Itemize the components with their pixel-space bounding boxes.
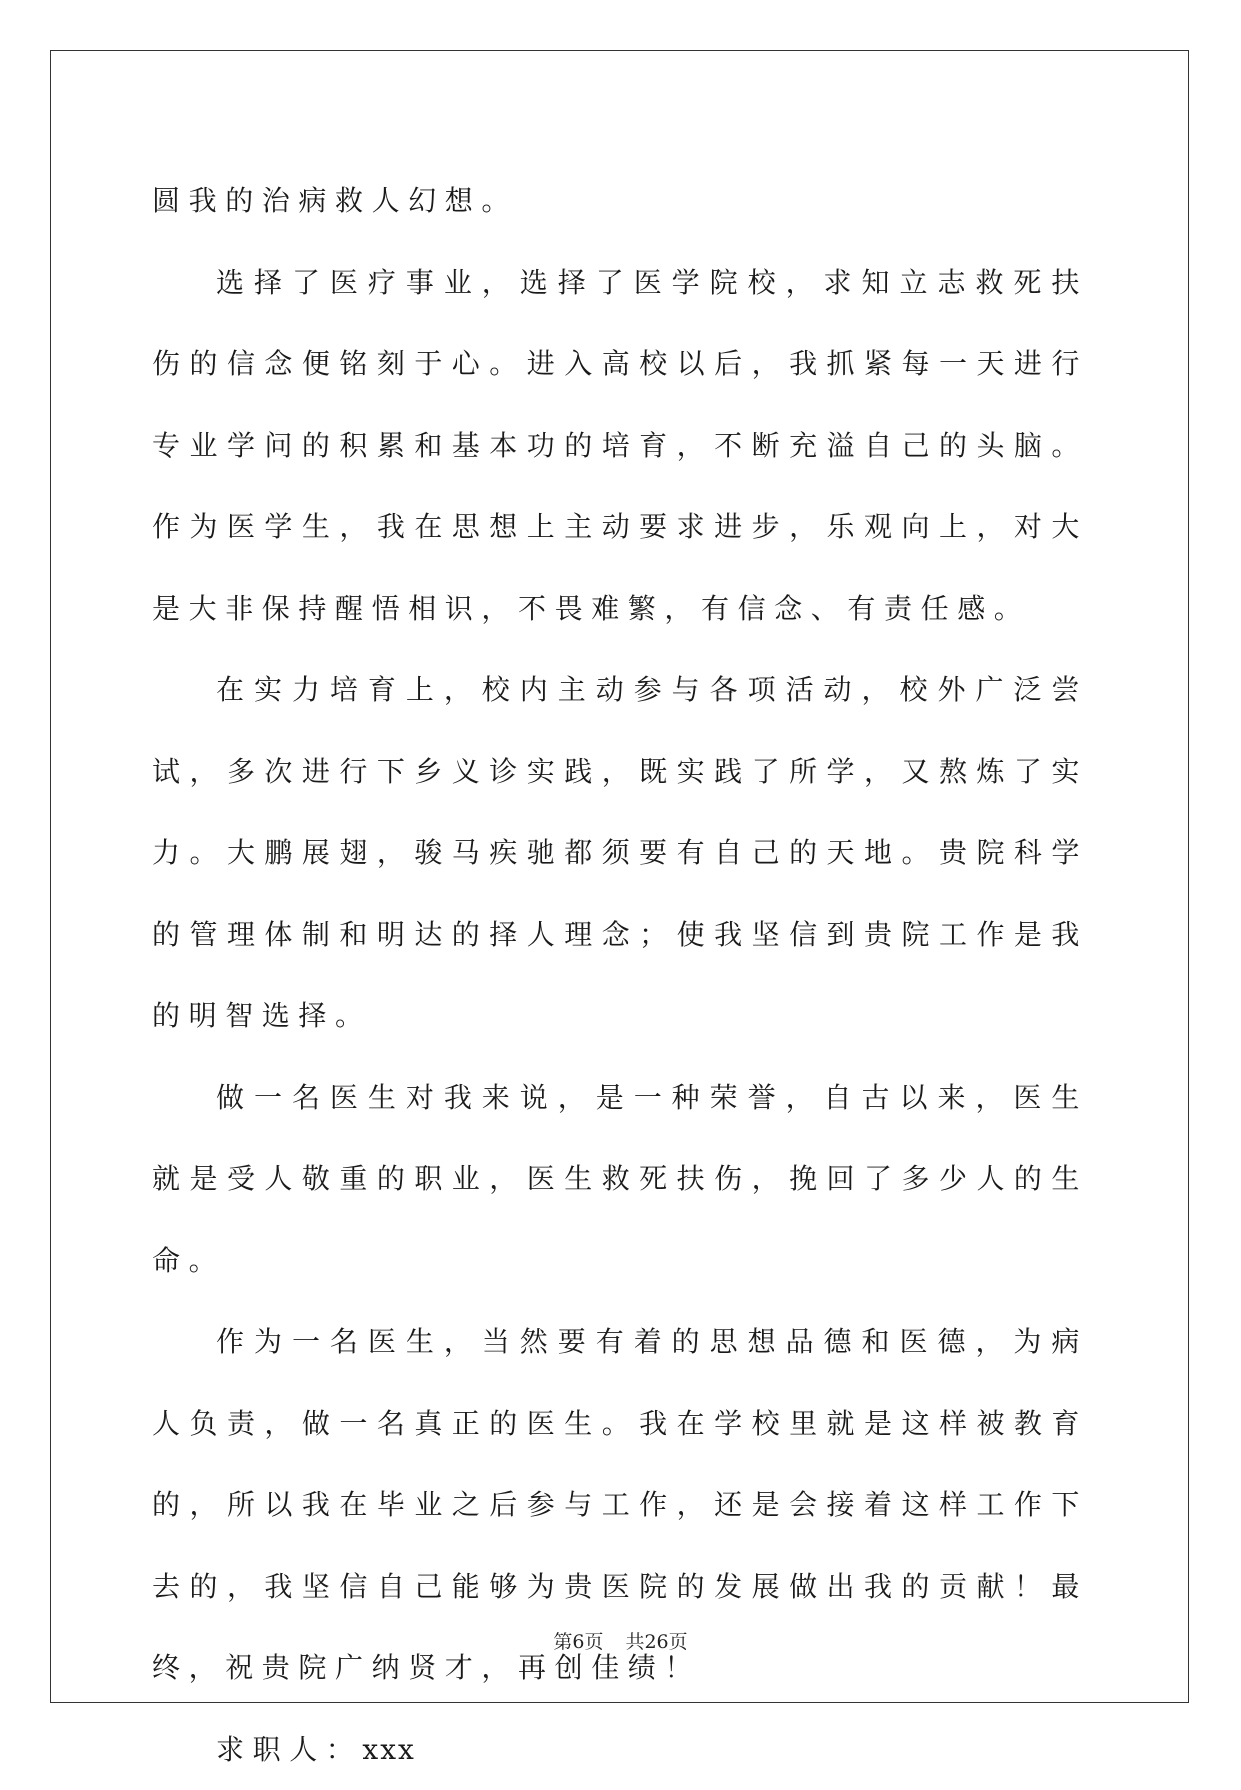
paragraph-1: 圆我的治病救人幻想。 [152, 160, 1088, 242]
paragraph-4: 做一名医生对我来说，是一种荣誉，自古以来，医生就是受人敬重的职业，医生救死扶伤，挽回了多少人的生命。 [152, 1057, 1088, 1302]
page-footer [0, 1627, 1241, 1654]
page-number-total: 共26页 [625, 1627, 687, 1654]
paragraph-5: 作为一名医生，当然要有着的思想品德和医德，为病人负责，做一名真正的医生。我在学校里就是这样被教育的，所以我在毕业之后参与工作，还是会接着这样工作下去的，我坚信自己能够为贵医院的发展做出我的贡献！最终，祝贵院广纳贤才，再创佳绩！ [152, 1301, 1088, 1709]
page-number-current: 第6页 [553, 1627, 603, 1654]
letter-body [152, 160, 1088, 1790]
signature-name: xxx [362, 1733, 415, 1766]
signature-line [152, 1709, 1088, 1790]
paragraph-3: 在实力培育上，校内主动参与各项活动，校外广泛尝试，多次进行下乡义诊实践，既实践了所学，又熬炼了实力。大鹏展翅，骏马疾驰都须要有自己的天地。贵院科学的管理体制和明达的择人理念；使我坚信到贵院工作是我的明智选择。 [152, 649, 1088, 1057]
paragraph-2: 选择了医疗事业，选择了医学院校，求知立志救死扶伤的信念便铭刻于心。进入高校以后，我抓紧每一天进行专业学问的积累和基本功的培育，不断充溢自己的头脑。作为医学生，我在思想上主动要求进步，乐观向上，对大是大非保持醒悟相识，不畏难繁，有信念、有责任感。 [152, 242, 1088, 650]
signature-label: 求职人： [216, 1733, 362, 1766]
